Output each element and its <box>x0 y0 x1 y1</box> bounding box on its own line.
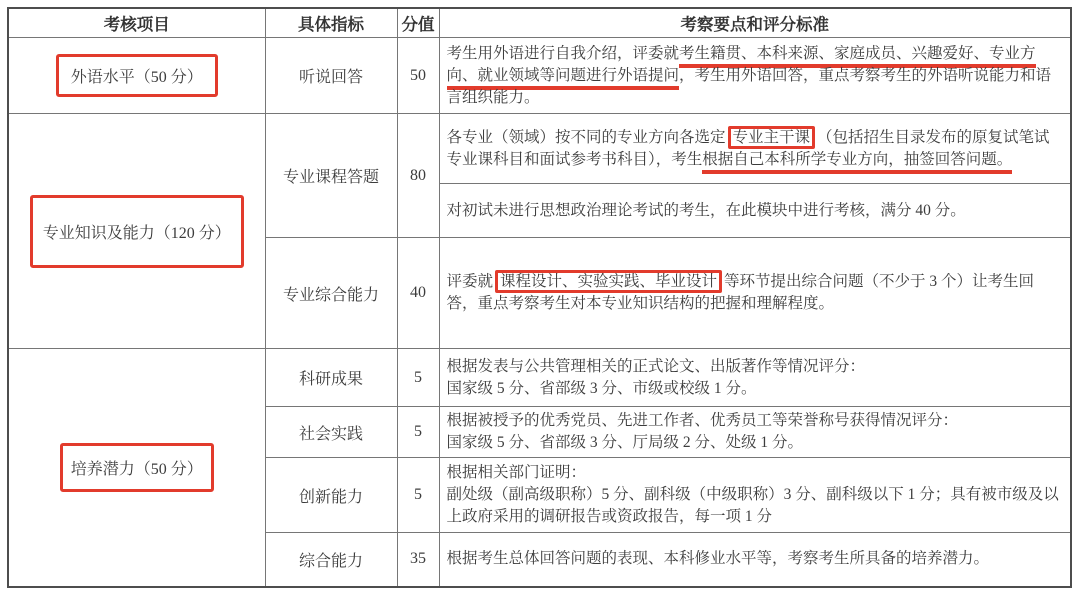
text-segment: ，考生用外语回答，重点考察考生的外语听说能力和语言组织能力。 <box>446 66 1052 106</box>
row-course-answer-a <box>8 114 1071 184</box>
indicator-cell-social-practice: 社会实践 <box>265 407 397 458</box>
criteria-cell-social-practice <box>439 407 1071 458</box>
assessment-rubric-table <box>7 7 1072 588</box>
score-cell-listening-speaking: 50 <box>397 38 439 114</box>
red-underline-annotation: 考生籍贯、本科来源、家庭成员、兴趣爱好、专业方向、就业领域等问题进行外语提问 <box>447 45 1036 90</box>
text-segment: 国家级 5 分、省部级 3 分、市级或校级 1 分。 <box>446 379 757 397</box>
score-cell-research-results: 5 <box>397 349 439 407</box>
row-foreign-language <box>8 38 1071 114</box>
criteria-cell-course-answer-b <box>439 184 1071 238</box>
score-cell-innovation-ability: 5 <box>397 458 439 533</box>
project-cell-development-potential <box>8 349 265 587</box>
header-row <box>8 8 1071 38</box>
red-box-annotation: 专业主干课 <box>728 126 816 149</box>
score-cell-social-practice: 5 <box>397 407 439 458</box>
text-segment: 等环节提出综合问题（不少于 3 个）让考生回答，重点考察考生对本专业知识结构的把握和理解程度。 <box>446 273 1035 312</box>
text-segment: 根据被授予的优秀党员、先进工作者、优秀员工等荣誉称号获得情况评分： <box>446 412 959 429</box>
red-underline-annotation: 根据自己本科所学专业方向，抽签回答问题。 <box>702 151 1012 174</box>
criteria-cell-innovation-ability <box>439 458 1071 533</box>
criteria-cell-course-answer-a <box>439 114 1071 184</box>
text-segment: 根据考生总体回答问题的表现、本科修业水平等，考察考生所具备的培养潜力。 <box>446 550 990 568</box>
criteria-cell-comprehensive-ability <box>439 238 1071 349</box>
red-box-annotation: 专业知识及能力（120 分） <box>30 195 244 268</box>
indicator-cell-research-results: 科研成果 <box>265 349 397 407</box>
criteria-cell-overall-ability <box>439 533 1071 587</box>
red-box-annotation: 培养潜力（50 分） <box>60 443 214 492</box>
indicator-cell-overall-ability: 综合能力 <box>265 533 397 587</box>
project-cell-professional-knowledge <box>8 114 265 349</box>
text-segment: 根据发表与公共管理相关的正式论文、出版著作等情况评分： <box>446 357 866 375</box>
score-cell-comprehensive-ability: 40 <box>397 238 439 349</box>
indicator-cell-innovation-ability: 创新能力 <box>265 458 397 533</box>
criteria-cell-research-results <box>439 349 1071 407</box>
header-score: 分值 <box>397 8 439 38</box>
text-segment: 国家级 5 分、省部级 3 分、厅局级 2 分、处级 1 分。 <box>446 434 804 451</box>
indicator-cell-listening-speaking: 听说回答 <box>265 38 397 114</box>
text-segment: （包括招生目录发布的原复试笔试专业课科目和面试参考书科目），考生 <box>446 128 1050 168</box>
text-segment: 考生用外语进行自我介绍，评委就 <box>446 44 680 62</box>
indicator-cell-course-answer: 专业课程答题 <box>265 114 397 238</box>
header-criteria: 考察要点和评分标准 <box>439 8 1071 38</box>
indicator-cell-comprehensive-ability: 专业综合能力 <box>265 238 397 349</box>
score-cell-course-answer: 80 <box>397 114 439 238</box>
header-indicator: 具体指标 <box>265 8 397 38</box>
red-box-annotation: 外语水平（50 分） <box>56 54 218 97</box>
text-segment: 副处级（副高级职称）5 分、副科级（中级职称）3 分、副科级以下 1 分；具有被市级及以上政府采用的调研报告或资政报告，每一项 1 分 <box>446 486 1059 525</box>
score-cell-overall-ability: 35 <box>397 533 439 587</box>
text-segment: 根据相关部门证明： <box>446 464 587 481</box>
text-segment: 评委就 <box>446 273 494 290</box>
text-segment: 各专业（领域）按不同的专业方向各选定 <box>446 128 726 146</box>
row-research-results <box>8 349 1071 407</box>
header-project: 考核项目 <box>8 8 265 38</box>
text-segment: 对初试未进行思想政治理论考试的考生，在此模块中进行考核，满分 40 分。 <box>446 201 966 219</box>
red-box-annotation: 课程设计、实验实践、毕业设计 <box>495 270 722 293</box>
project-cell-foreign-language <box>8 38 265 114</box>
criteria-cell-listening-speaking <box>439 38 1071 114</box>
